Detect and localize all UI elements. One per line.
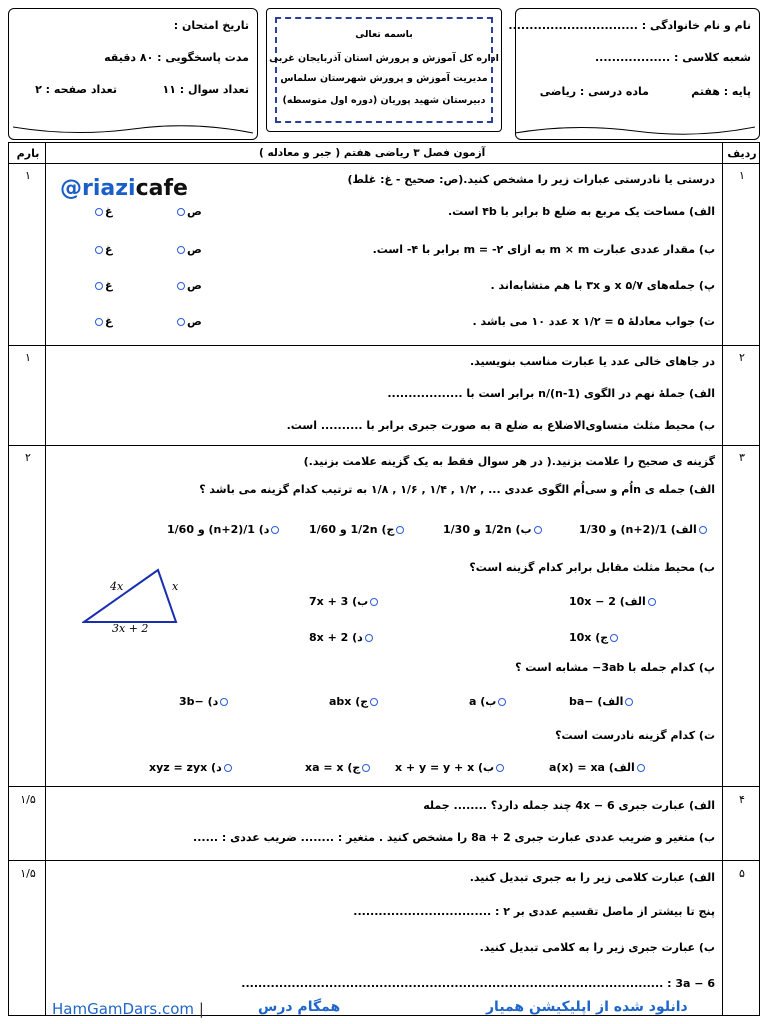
q3-d-option-1[interactable]: الف) a(x) = xa xyxy=(549,761,647,774)
q5-number: ۵ xyxy=(739,867,745,880)
q2-item-b[interactable]: ب) محیط مثلث متساوی‌الاضلاع به ضلع a به صورت جبری برابر با .......... است. xyxy=(286,419,715,432)
q1-item-d: ت) جواب معادلهٔ ۵ = ۱/۲ x عدد ۱۰ می باشد . xyxy=(472,315,715,328)
score-column-header: بارم xyxy=(16,147,40,160)
student-info-box xyxy=(508,8,760,140)
q2-item-a[interactable]: الف) جملهٔ نهم در الگوی (n-1)/n برابر است با .................. xyxy=(387,387,715,400)
footer-download-note: دانلود شده از اپلیکیشن همیار xyxy=(486,999,688,1015)
q3-d-option-2[interactable]: ب) x + y = y + x xyxy=(395,761,506,774)
q3-d-option-3[interactable]: ج) xa = x xyxy=(305,761,372,774)
radio-icon xyxy=(496,764,504,772)
q3-c-option-2[interactable]: ب) a xyxy=(469,695,508,708)
basmala: باسمه تعالی xyxy=(355,29,413,40)
radio-icon xyxy=(699,526,707,534)
q4-number: ۴ xyxy=(739,793,745,806)
radio-icon xyxy=(362,764,370,772)
radio-icon xyxy=(396,526,404,534)
question-count-label: تعداد سوال : ۱۱ xyxy=(162,83,249,96)
triangle-base-label: 3x + 2 xyxy=(112,622,149,635)
class-field[interactable]: شعبه کلاسی : .................. xyxy=(595,51,751,64)
q3-c-question: پ) کدام جمله با 3ab− مشابه است ؟ xyxy=(515,661,715,674)
q1-d-false[interactable]: غ xyxy=(93,315,113,328)
q1-c-true[interactable]: ص xyxy=(175,279,202,292)
radio-icon xyxy=(498,698,506,706)
q3-d-option-4[interactable]: د) xyz = zyx xyxy=(149,761,234,774)
q1-a-false[interactable]: غ xyxy=(93,205,113,218)
q3-b-option-2[interactable]: ب) 7x + 3 xyxy=(309,595,380,608)
radio-icon xyxy=(177,318,185,326)
radio-icon xyxy=(95,282,103,290)
footer-brand: همگام درس xyxy=(258,999,341,1015)
riazicafe-logo: @riazicafe xyxy=(60,176,188,201)
grade-label: پایه : هفتم xyxy=(691,85,751,98)
q5-item-b-answer[interactable]: 3a − 6 : ..................................................................................................... xyxy=(241,977,715,990)
q1-b-true[interactable]: ص xyxy=(175,243,202,256)
radio-icon xyxy=(224,764,232,772)
page-count-label: تعداد صفحه : ۲ xyxy=(35,83,117,96)
exam-date-label: تاریخ امتحان : xyxy=(173,19,249,32)
q2-number: ۲ xyxy=(739,351,745,364)
q4-item-b[interactable]: ب) متغیر و ضریب عددی عبارت جبری 2 + 8a را مشخص کنید . متغیر : ........ ضریب عددی : ...... xyxy=(193,831,715,844)
q3-b-option-1[interactable]: الف) 10x − 2 xyxy=(569,595,658,608)
row-column-header: ردیف xyxy=(727,147,757,160)
footer-site-link[interactable]: HamGamDars.com | xyxy=(52,1000,204,1018)
radio-icon xyxy=(365,634,373,642)
q3-d-question: ت) کدام گزینه نادرست است؟ xyxy=(555,729,715,742)
school-title-box xyxy=(266,8,502,132)
province-office: اداره کل آموزش و پرورش استان آذربایجان غربی xyxy=(269,53,499,64)
q3-b-question: ب) محیط مثلث مقابل برابر کدام گزینه است؟ xyxy=(469,561,715,574)
triangle-side-4x: 4x xyxy=(110,580,124,593)
duration-label: مدت پاسخگویی : ۸۰ دقیقه xyxy=(104,51,249,64)
radio-icon xyxy=(95,246,103,254)
exam-header xyxy=(8,8,760,140)
radio-icon xyxy=(177,282,185,290)
q3-b-option-3[interactable]: ج) 10x xyxy=(569,631,620,644)
q3-score: ۲ xyxy=(25,451,31,464)
radio-icon xyxy=(370,698,378,706)
radio-icon xyxy=(271,526,279,534)
q3-a-question: الف) جمله ی nاُم و سی‌اُم الگوی عددی ... , ۱/۲ , ۱/۴ , ۱/۶ , ۱/۸ به ترتیب کدام گزینه می باشد ؟ xyxy=(199,483,715,496)
q3-prompt: گزینه ی صحیح را علامت بزنید.( در هر سوال فقط به یک گزینه علامت بزنید.) xyxy=(303,455,715,468)
wave-decoration xyxy=(13,123,253,137)
school-name: دبیرستان شهید پوریان (دوره اول متوسطه) xyxy=(282,95,486,106)
radio-icon xyxy=(177,246,185,254)
radio-icon xyxy=(220,698,228,706)
q3-c-option-3[interactable]: ج) abx xyxy=(329,695,380,708)
q3-b-option-4[interactable]: د) 8x + 2 xyxy=(309,631,375,644)
q3-c-option-4[interactable]: د) −3b xyxy=(179,695,230,708)
q1-item-c: پ) جمله‌های ۵/۷ x و ۳x با هم متشابه‌اند . xyxy=(490,279,715,292)
q1-prompt: درستی یا نادرستی عبارات زیر را مشخص کنید.(ص: صحیح - غ: غلط) xyxy=(347,173,715,186)
q1-a-true[interactable]: ص xyxy=(175,205,202,218)
radio-icon xyxy=(95,318,103,326)
q4-score: ۱/۵ xyxy=(20,793,36,806)
name-field[interactable]: نام و نام خانوادگی : ............................... xyxy=(508,19,751,32)
q2-score: ۱ xyxy=(25,351,31,364)
triangle-figure xyxy=(82,568,192,630)
radio-icon xyxy=(648,598,656,606)
radio-icon xyxy=(610,634,618,642)
wave-decoration xyxy=(515,123,755,137)
q1-item-b: ب) مقدار عددی عبارت m × m به ازای ۲- = m برابر با ۴- است. xyxy=(372,243,715,256)
radio-icon xyxy=(95,208,103,216)
q3-number: ۳ xyxy=(739,451,745,464)
q5-score: ۱/۵ xyxy=(20,867,36,880)
radio-icon xyxy=(625,698,633,706)
subject-label: ماده درسی : ریاضی xyxy=(539,85,649,98)
q1-b-false[interactable]: غ xyxy=(93,243,113,256)
exam-page xyxy=(8,8,760,1016)
radio-icon xyxy=(534,526,542,534)
q1-d-true[interactable]: ص xyxy=(175,315,202,328)
q4-item-a[interactable]: الف) عبارت جبری 6 − 4x چند جمله دارد؟ ........ جمله xyxy=(423,799,715,812)
q3-a-option-1[interactable]: الف) 1/(n+2) و 1/30 xyxy=(579,523,709,536)
q3-a-option-2[interactable]: ب) 1/2n و 1/30 xyxy=(443,523,544,536)
q1-number: ۱ xyxy=(739,169,745,182)
q3-a-option-4[interactable]: د) 1/(n+2) و 1/60 xyxy=(167,523,281,536)
city-office: مدیریت آموزش و پرورش شهرستان سلماس xyxy=(280,73,488,84)
q3-c-option-1[interactable]: الف) −ba xyxy=(569,695,635,708)
exam-title: آزمون فصل ۳ ریاضی هفتم ( جبر و معادله ) xyxy=(259,147,486,159)
q5-item-b: ب) عبارت جبری زیر را به کلامی تبدیل کنید. xyxy=(479,941,715,954)
radio-icon xyxy=(637,764,645,772)
triangle-side-x: x xyxy=(172,580,179,593)
q3-a-option-3[interactable]: ج) 1/2n و 1/60 xyxy=(309,523,406,536)
q1-score: ۱ xyxy=(25,169,31,182)
exam-info-box xyxy=(8,8,258,140)
q1-c-false[interactable]: غ xyxy=(93,279,113,292)
q5-item-a: الف) عبارت کلامی زیر را به جبری تبدیل کنید. xyxy=(469,871,715,884)
q1-item-a: الف) مساحت یک مربع به ضلع b برابر با ۴b است. xyxy=(447,205,715,218)
q5-item-a-answer[interactable]: پنج تا بیشتر از ماصل تقسیم عددی بر ۲ : ................................. xyxy=(353,905,715,918)
q2-prompt: در جاهای خالی عدد یا عبارت مناسب بنویسید. xyxy=(469,355,715,368)
radio-icon xyxy=(370,598,378,606)
radio-icon xyxy=(177,208,185,216)
